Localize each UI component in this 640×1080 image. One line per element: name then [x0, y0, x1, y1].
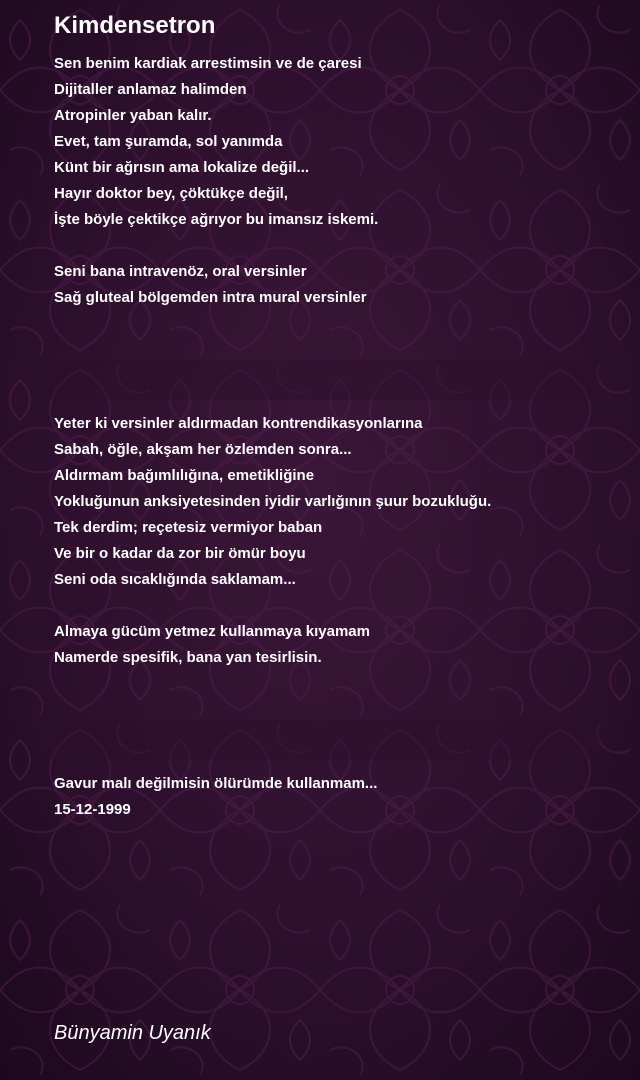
poem-line: Hayır doktor bey, çöktükçe değil,	[54, 185, 288, 202]
poem-line: Almaya gücüm yetmez kullanmaya kıyamam	[54, 623, 370, 640]
poem-line: Yokluğunun anksiyetesinden iyidir varlığının şuur bozukluğu.	[54, 493, 492, 510]
poem-line: Ve bir o kadar da zor bir ömür boyu	[54, 545, 306, 562]
poem-date: 15-12-1999	[54, 801, 131, 818]
poem-line: Namerde spesifik, bana yan tesirlisin.	[54, 649, 322, 666]
stanza-2	[54, 259, 367, 311]
poem-line: Sabah, öğle, akşam her özlemden sonra...	[54, 441, 352, 458]
poem-line: Tek derdim; reçetesiz vermiyor baban	[54, 519, 323, 536]
poem-line: Atropinler yaban kalır.	[54, 107, 212, 124]
poem-line: Yeter ki versinler aldırmadan kontrendikasyonlarına	[54, 415, 423, 432]
poem-line: Seni oda sıcaklığında saklamam...	[54, 571, 296, 588]
poem-line: İşte böyle çektikçe ağrıyor bu imansız iskemi.	[54, 211, 379, 228]
poem-title: Kimdensetron	[54, 12, 216, 39]
stanza-5	[54, 771, 377, 823]
stanza-3	[54, 411, 491, 593]
poem-line: Evet, tam şuramda, sol yanımda	[54, 133, 283, 150]
poem-line: Gavur malı değilmisin ölürümde kullanmam...	[54, 775, 378, 792]
stanza-4	[54, 619, 370, 671]
poem-line: Sağ gluteal bölgemden intra mural versinler	[54, 289, 367, 306]
poem-line: Aldırmam bağımlılığına, emetikliğine	[54, 467, 315, 484]
poem-author: Bünyamin Uyanık	[54, 1022, 211, 1044]
poem-line: Dijitaller anlamaz halimden	[54, 81, 247, 98]
stanza-1	[54, 51, 378, 233]
poem-line: Seni bana intravenöz, oral versinler	[54, 263, 307, 280]
poem-line: Sen benim kardiak arrestimsin ve de çaresi	[54, 55, 362, 72]
poem-line: Künt bir ağrısın ama lokalize değil...	[54, 159, 310, 176]
